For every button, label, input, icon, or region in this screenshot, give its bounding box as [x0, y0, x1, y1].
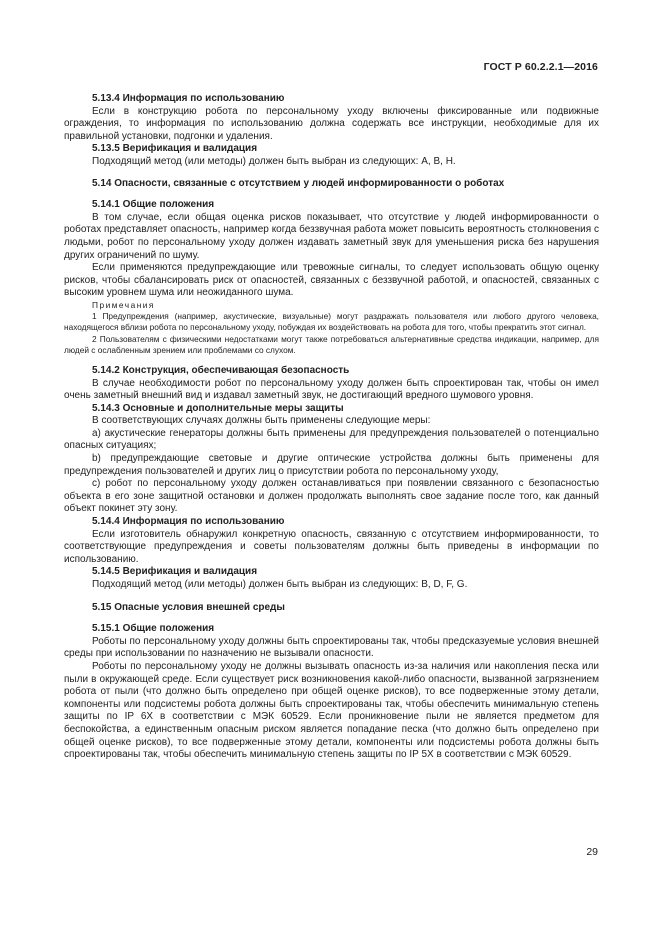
notes-title: Примечания — [92, 299, 155, 310]
paragraph: Если в конструкцию робота по персональному уходу включены фиксированные или подвижные ограждения, то информация по использованию должна содержать все инструкции, необходимые для их правильной установки, подгонки и удаления. — [64, 105, 599, 142]
paragraph: В соответствующих случаях должны быть применены следующие меры: — [92, 415, 431, 427]
paragraph: В том случае, если общая оценка рисков показывает, что отсутствие у людей информированности о роботах представляет опасность, например когда беззвучная работа может повысить вероятность столкновения с людьми, робот по персональному уходу должен издавать заметный звук для уменьшения риска без нарушения других ограничений по шуму. — [64, 211, 599, 261]
paragraph: Если изготовитель обнаружил конкретную опасность, связанную с отсутствием информированности, то соответствующие предупреждения и советы пользователям должны быть приведены в информации по использованию. — [64, 528, 599, 565]
section-heading: 5.13.4 Информация по использованию — [92, 93, 285, 104]
paragraph: Подходящий метод (или методы) должен быть выбран из следующих: В, D, F, G. — [92, 579, 468, 591]
list-item: а) акустические генераторы должны быть применены для предупреждения пользователей о потенциально опасных ситуациях; — [64, 427, 599, 452]
paragraph: Роботы по персональному уходу должны быть спроектированы так, чтобы предсказуемые условия внешней среды при использовании по назначению не вызывали опасности. — [64, 635, 599, 660]
section-heading: 5.14.1 Общие положения — [92, 199, 215, 211]
section-heading: 5.14.5 Верификация и валидация — [92, 566, 258, 578]
section-heading: 5.14.2 Конструкция, обеспечивающая безопасность — [92, 364, 350, 376]
page-number: 29 — [586, 846, 598, 858]
paragraph: Роботы по персональному уходу не должны вызывать опасность из-за наличия или накопления песка или пыли в окружающей среде. Если существует риск возникновения какой-либо опасности, вызванной загрязнением робота от пыли (что должно быть определено при общей оценке рисков), то все подверженные этому детали, компоненты или подсистемы робота должны быть спроектированы так, чтобы обеспечить минимальную степень защиты по IP 6X в соответствии с МЭК 60529. Если проникновение пыли не является предметом для беспокойства, а единственным опасным риском является попадание песка (что должно быть определено при общей оценке рисков), то все подверженные этому детали, компоненты или подсистемы робота должны быть спроектированы так, чтобы обеспечить минимальную степень защиты по IP 5X в соответствии с МЭК 60529. — [64, 660, 599, 761]
section-heading: 5.14.4 Информация по использованию — [92, 516, 285, 528]
section-heading: 5.14.3 Основные и дополнительные меры защиты — [92, 402, 344, 414]
paragraph: Если применяются предупреждающие или тревожные сигналы, то следует использовать общую оценку рисков, чтобы сбалансировать риск от опасностей, связанных с беззвучной работой, и опасностей, связанных с высоким уровнем шума или неожиданного шума. — [64, 262, 599, 299]
paragraph: Подходящий метод (или методы) должен быть выбран из следующих: А, В, Н. — [92, 155, 456, 167]
section-heading: 5.13.5 Верификация и валидация — [92, 143, 258, 155]
page-body — [64, 93, 599, 762]
section-heading: 5.14 Опасности, связанные с отсутствием у людей информированности о роботах — [92, 177, 505, 189]
standard-code-header: ГОСТ Р 60.2.2.1—2016 — [483, 61, 598, 73]
section-heading: 5.15.1 Общие положения — [92, 623, 215, 635]
note-item: 1 Предупреждения (например, акустические, визуальные) могут раздражать пользователя или любого другого человека, находящегося вблизи робота по персональному уходу, побуждая их воздействовать на робота для того, чтобы прекратить этот сигнал. — [64, 311, 599, 333]
list-item: с) робот по персональному уходу должен останавливаться при появлении связанного с безопасностью объекта в его зоне защитной остановки и должен продолжать выполнять свое задание после того, как данный объект покинет эту зону. — [64, 478, 599, 515]
section-heading: 5.15 Опасные условия внешней среды — [92, 601, 285, 613]
list-item: b) предупреждающие световые и другие оптические устройства должны быть применены для предупреждения пользователей и других лиц о присутствии робота по персональному уходу, — [64, 453, 599, 477]
note-item: 2 Пользователям с физическими недостатками могут также потребоваться альтернативные средства индикации, например, для людей с ослабленным зрением или проблемами со слухом. — [64, 333, 599, 355]
paragraph: В случае необходимости робот по персональному уходу должен быть спроектирован так, чтобы он имел очень заметный внешний вид и издавал заметный звук, не достигающий вредного шумового уровня. — [64, 377, 599, 402]
